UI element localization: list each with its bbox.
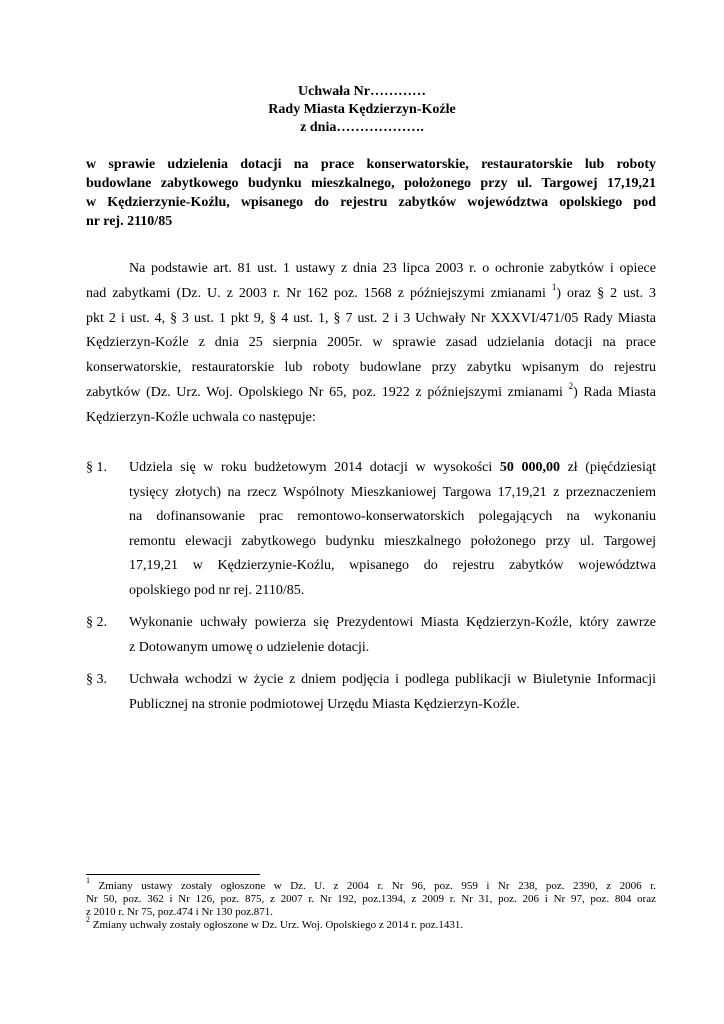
legal-basis-paragraph (86, 257, 656, 431)
section-line: Wykonanie uchwały powierza się Prezydentowi Miasta Kędzierzyn-Koźle, który zawrze (129, 615, 656, 630)
subject-line: nr rej. 2110/85 (86, 214, 173, 229)
preamble-text: zabytków (Dz. Urz. Woj. Opolskiego Nr 65, poz. 1922 z późniejszymi zmianami (86, 384, 569, 400)
section-text (129, 456, 656, 603)
section-2 (86, 611, 656, 660)
footnote-line: Nr 50, poz. 362 i Nr 126, poz. 875, z 2007 r. Nr 192, poz.1394, z 2009 r. Nr 31, poz. 206 i Nr 97, poz. 804 oraz (86, 893, 656, 905)
section-text-fragment: Udziela się w roku budżetowym 2014 dotacji w wysokości (129, 460, 500, 475)
footnote-number: 1 (86, 876, 90, 886)
footnote-line (86, 915, 656, 932)
resolution-subject (86, 155, 656, 231)
subject-line: budowlane zabytkowego budynku mieszkalnego, położonego przy ul. Targowej 17,19,21 (86, 176, 656, 191)
footnotes (86, 876, 656, 932)
subject-line: w Kędzierzynie-Koźlu, wpisanego do rejestru zabytków województwa opolskiego pod (86, 195, 656, 210)
section-line: opolskiego pod nr rej. 2110/85. (129, 582, 305, 598)
preamble-line: Kędzierzyn-Koźle z dnia 25 sierpnia 2005r. w sprawie zasad udzielania dotacji na prace (86, 335, 656, 351)
resolution-number: Uchwała Nr………… (298, 84, 426, 99)
section-label: § 3. (86, 672, 107, 687)
preamble-line: Kędzierzyn-Koźle uchwala co następuje: (86, 409, 316, 425)
section-3 (86, 668, 656, 717)
section-line: na dofinansowanie prac remontowo-konserwatorskich polegających na wykonaniu (129, 509, 656, 524)
section-label: § 2. (86, 615, 107, 630)
footnote-text: Zmiany uchwały zostały ogłoszone w Dz. Urz. Woj. Opolskiego z 2014 r. poz.1431. (90, 919, 464, 931)
preamble-text: ) Rada Miasta (573, 384, 656, 400)
resolution-date: z dnia………………. (300, 120, 424, 135)
preamble-line: Na podstawie art. 81 ust. 1 ustawy z dnia 23 lipca 2003 r. o ochronie zabytków i opiece (129, 261, 656, 276)
section-line: remontu elewacji zabytkowego budynku mieszkalnego położonego przy ul. Targowej (129, 533, 656, 549)
footnote-line (86, 876, 656, 893)
footnote-ref-2: 2 (568, 381, 574, 392)
preamble-text: ) oraz § 2 ust. 3 (556, 285, 656, 301)
footnote-ref-1: 1 (551, 282, 557, 293)
preamble-line (86, 282, 656, 307)
section-line: tysięcy złotych) na rzecz Wspólnoty Mieszkaniowej Targowa 17,19,21 z przeznaczeniem (129, 484, 656, 500)
footnote-text: Zmiany ustawy zostały ogłoszone w Dz. U. z 2004 r. Nr 96, poz. 959 i Nr 238, poz. 2390, z 2006 r. (90, 880, 656, 892)
section-line: Uchwała wchodzi w życie z dniem podjęcia i podlega publikacji w Biuletynie Informacji (129, 672, 656, 687)
resolution-sections (86, 456, 656, 717)
footnote-1 (86, 876, 656, 919)
issuing-body: Rady Miasta Kędzierzyn-Koźle (268, 102, 456, 117)
preamble-text: nad zabytkami (Dz. U. z 2003 r. Nr 162 poz. 1568 z późniejszymi zmianami (86, 285, 552, 301)
section-line: Publicznej na stronie podmiotowej Urzędu Miasta Kędzierzyn-Koźle. (129, 696, 520, 712)
footnote-2 (86, 915, 656, 932)
footnote-number: 2 (86, 915, 90, 925)
section-1 (86, 456, 656, 603)
preamble-line: pkt 2 i ust. 4, § 3 ust. 1 pkt 9, § 4 ust. 1, § 7 ust. 2 i 3 Uchwały Nr XXXVI/471/05 Rady Miasta (86, 310, 656, 326)
section-line: 17,19,21 w Kędzierzynie-Koźlu, wpisanego do rejestru zabytków województwa (129, 558, 656, 573)
grant-amount: 50 000,00 (499, 460, 560, 475)
preamble-line: konserwatorskie, restauratorskie lub roboty budowlane przy zabytku wpisanym do rejestru (86, 360, 656, 376)
subject-line: w sprawie udzielenia dotacji na prace konserwatorskie, restauratorskie lub roboty (86, 157, 656, 172)
section-text-fragment: zł (pięćdziesiąt (559, 460, 657, 475)
section-line (129, 456, 656, 481)
document-header (0, 83, 724, 137)
section-label: § 1. (86, 460, 107, 475)
footnote-line: z 2010 r. Nr 75, poz.474 i Nr 130 poz.871. (86, 906, 273, 918)
section-text (129, 668, 656, 717)
footnote-separator (86, 874, 260, 875)
preamble-line (86, 381, 656, 406)
section-line: z Dotowanym umowę o udzielenie dotacji. (129, 639, 370, 655)
section-text (129, 611, 656, 660)
